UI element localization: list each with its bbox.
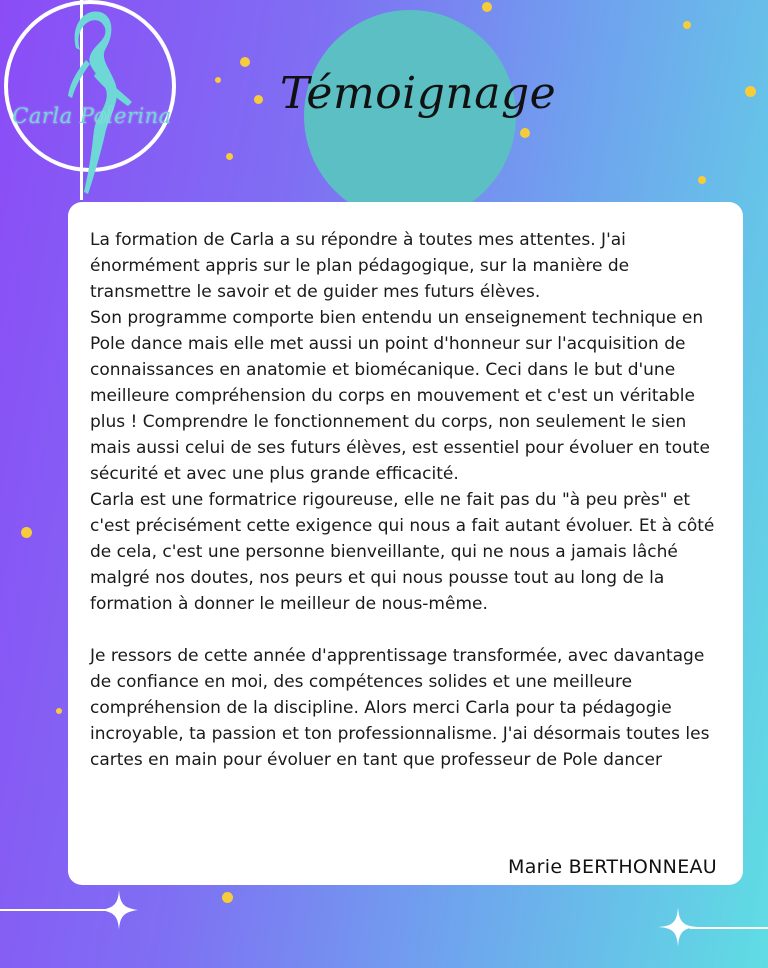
decor-dot bbox=[240, 57, 250, 67]
testimonial-paragraph: Carla est une formatrice rigoureuse, elle ne fait pas du "à peu près" et c'est précisément cette exigence qui nous a fait autant évoluer. Et à côté de cela, c'est une personne bienveillante, qui ne nous a jamais lâché malgré nos doutes, nos peurs et qui nous pousse tout au long de la formation à donner le meilleur de nous-même. bbox=[90, 490, 715, 614]
decor-line bbox=[690, 927, 768, 929]
decor-dot bbox=[482, 2, 492, 12]
decor-dot bbox=[226, 153, 233, 160]
decor-dot bbox=[745, 86, 756, 97]
sparkle-icon bbox=[658, 907, 698, 947]
decor-dot bbox=[215, 77, 221, 83]
testimonial-paragraph: Je ressors de cette année d'apprentissage transformée, avec davantage de confiance en moi, des compétences solides et une meilleure compréhension de la discipline. Alors merci Carla pour ta pédagogie incroyable, ta passion et ton professionnalisme. J'ai désormais toutes les cartes en main pour évoluer en tant que professeur de Pole dancer bbox=[90, 646, 710, 770]
testimonial-paragraph: La formation de Carla a su répondre à toutes mes attentes. J'ai énormément appris sur le plan pédagogique, sur la manière de transmettre le savoir et de guider mes futurs élèves. bbox=[90, 230, 630, 302]
testimonial-paragraph: Son programme comporte bien entendu un enseignement technique en Pole dance mais elle met aussi un point d'honneur sur l'acquisition de connaissances en anatomie et biomécanique. Ceci dans le but d'une meilleure compréhension du corps en mouvement et c'est un véritable plus ! Comprendre le fonctionnement du corps, non seulement le sien mais aussi celui de ses futurs élèves, est essentiel pour évoluer en toute sécurité et avec une plus grande efficacité. bbox=[90, 308, 710, 484]
decor-dot bbox=[254, 95, 263, 104]
pole-dancer-icon bbox=[50, 10, 140, 195]
logo-text: Carla Polerina bbox=[12, 104, 172, 128]
sparkle-icon bbox=[100, 890, 138, 930]
decor-dot bbox=[21, 527, 32, 538]
decor-dot bbox=[222, 892, 233, 903]
decor-line bbox=[0, 909, 112, 911]
decor-dot bbox=[698, 176, 706, 184]
testimonial-card bbox=[68, 202, 743, 885]
decor-dot bbox=[520, 128, 530, 138]
decor-dot bbox=[56, 708, 62, 714]
decor-dot bbox=[683, 21, 691, 29]
page-title: Témoignage bbox=[280, 68, 557, 119]
testimonial-body bbox=[90, 227, 730, 773]
testimonial-author: Marie BERTHONNEAU bbox=[508, 856, 717, 878]
